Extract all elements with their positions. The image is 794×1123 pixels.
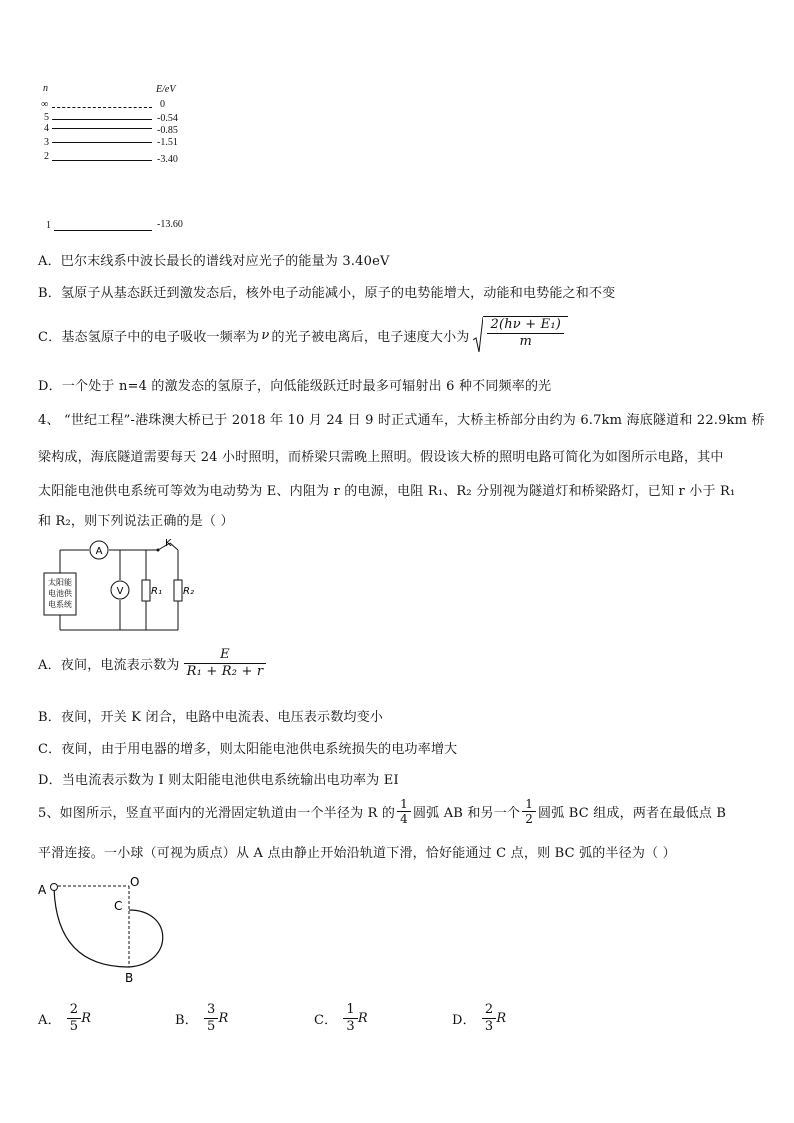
q4-option-a-denominator: R₁ + R₂ + r (186, 663, 264, 679)
q5-fraction-quarter-num: 1 (397, 797, 411, 812)
resistor-r2 (174, 580, 182, 601)
circuit-diagram (30, 535, 200, 635)
q5-fraction-half-den: 2 (525, 812, 534, 827)
level-e-2: -3.40 (157, 154, 178, 165)
q5-option-a-label: A． (38, 1012, 61, 1028)
q5-option-a-fraction (67, 1002, 81, 1034)
q3-option-d: D．一个处于 n=4 的激发态的氢原子，向低能级跃迁时最多可辐射出 6 种不同频率的光 (38, 379, 552, 394)
track-diagram (34, 872, 174, 987)
q4-option-b: B．夜间，开关 K 闭合，电路中电流表、电压表示数均变小 (38, 710, 384, 725)
label-c: C (114, 899, 123, 913)
q5-stem-line-2: 平滑连接。一小球（可视为质点）从 A 点由静止开始沿轨道下滑，恰好能通过 C 点，则 BC 弧的半径为（ ） (38, 846, 676, 861)
resistor-r1 (142, 580, 150, 601)
q5-fraction-half (522, 797, 536, 827)
level-e-1: -13.60 (157, 219, 183, 230)
level-n-1: 1 (46, 220, 51, 231)
q5-option-a-den: 5 (69, 1018, 79, 1034)
q5-option-d-label: D． (452, 1012, 476, 1028)
voltmeter-label: V (116, 586, 124, 597)
label-o: O (130, 875, 140, 889)
q3-option-c-mid: 的光子被电离后，电子速度大小为 (271, 329, 470, 345)
sqrt-numerator: 2(hν + E₁) (487, 317, 564, 334)
level-n-2: 2 (44, 151, 49, 162)
q5-option-c-var: R (357, 1010, 368, 1026)
q4-option-d: D．当电流表示数为 I 则太阳能电池供电系统输出电功率为 EI (38, 773, 399, 788)
ball-icon (51, 884, 58, 891)
q4-option-a-numerator: E (184, 647, 267, 664)
arc-bc (129, 910, 163, 967)
q4-option-a-prefix: A．夜间，电流表示数为 (38, 657, 180, 673)
q5-option-b-label: B． (175, 1012, 198, 1028)
level-line-4 (52, 128, 152, 129)
q5-stem-part-a: 5、如图所示，竖直平面内的光滑固定轨道由一个半径为 R 的 (38, 806, 396, 822)
q5-stem-part-c: 圆弧 BC 组成，两者在最低点 B (538, 806, 727, 822)
level-line-5 (52, 119, 152, 120)
level-e-4: -0.85 (157, 125, 178, 136)
q5-option-c (314, 1002, 368, 1034)
level-line-3 (52, 142, 152, 143)
sqrt-denominator: m (519, 333, 533, 349)
q3-option-b: B．氢原子从基态跃迁到激发态后，核外电子动能减小，原子的电势能增大，动能和电势能之和不变 (38, 286, 616, 301)
q5-option-c-num: 1 (343, 1002, 357, 1019)
switch-label: K (165, 538, 172, 549)
level-line-inf (52, 107, 152, 108)
q3-option-a: A．巴尔末线系中波长最长的谱线对应光子的能量为 3.40eV (38, 254, 390, 269)
q3-option-c-prefix: C．基态氢原子中的电子吸收一频率为 (38, 329, 260, 345)
sqrt-expression (473, 316, 568, 354)
box-text-1: 太阳能 (48, 578, 72, 587)
q4-stem-line-2: 梁构成，海底隧道需要每天 24 小时照明，而桥梁只需晚上照明。假设该大桥的照明电路可简化为如图所示电路，其中 (38, 450, 724, 465)
n-axis-label: n (43, 83, 48, 94)
q5-option-c-den: 3 (346, 1018, 355, 1034)
q5-stem-part-b: 圆弧 AB 和另一个 (412, 806, 521, 822)
q5-option-c-label: C． (314, 1012, 338, 1028)
q5-option-b-var: R (218, 1010, 229, 1026)
q5-option-b-num: 3 (204, 1002, 218, 1019)
q5-option-d-num: 2 (482, 1002, 496, 1019)
label-a: A (38, 883, 47, 897)
q5-option-a-num: 2 (67, 1002, 81, 1019)
energy-level-diagram (30, 80, 200, 240)
q5-option-a-var: R (81, 1010, 92, 1026)
level-n-5: 5 (44, 112, 49, 123)
q4-option-a (38, 647, 266, 679)
box-text-3: 电系统 (48, 600, 72, 609)
r1-label: R₁ (151, 586, 162, 597)
box-text-2: 电池供 (48, 589, 72, 598)
q5-option-d-fraction (482, 1002, 496, 1034)
ammeter-label: A (95, 546, 103, 557)
q4-option-c: C．夜间，由于用电器的增多，则太阳能电池供电系统损失的电功率增大 (38, 742, 458, 757)
q5-fraction-quarter (397, 797, 411, 827)
q5-option-c-fraction (343, 1002, 357, 1034)
q5-option-d (452, 1002, 506, 1034)
q5-option-d-den: 3 (484, 1018, 494, 1034)
nu-symbol: ν (261, 327, 270, 343)
level-e-3: -1.51 (157, 137, 178, 148)
sqrt-sign-icon (473, 316, 483, 354)
q4-stem-line-4: 和 R₂，则下列说法正确的是（ ） (38, 514, 234, 529)
level-n-inf: ∞ (41, 99, 49, 110)
level-line-1 (54, 230, 152, 231)
q5-fraction-half-num: 1 (522, 797, 536, 812)
level-line-2 (52, 160, 152, 161)
r2-label: R₂ (183, 586, 194, 597)
q5-stem-line-1 (38, 797, 726, 827)
q4-option-a-fraction (184, 647, 267, 679)
level-n-4: 4 (44, 123, 49, 134)
level-n-3: 3 (44, 137, 49, 148)
q5-option-b (175, 1002, 228, 1034)
q4-stem-line-3: 太阳能电池供电系统可等效为电动势为 E、内阻为 r 的电源，电阻 R₁、R₂ 分别视为隧道灯和桥梁路灯，已知 r 小于 R₁ (38, 484, 736, 499)
level-e-inf: 0 (160, 99, 165, 110)
q5-fraction-quarter-den: 4 (400, 812, 408, 827)
q5-option-d-var: R (496, 1010, 507, 1026)
q3-option-c (38, 316, 568, 354)
q4-stem-line-1: 4、 “世纪工程”-港珠澳大桥已于 2018 年 10 月 24 日 9 时正式通车，大桥主桥部分由约为 6.7km 海底隧道和 22.9km 桥 (38, 413, 765, 428)
q5-option-b-fraction (204, 1002, 218, 1034)
sqrt-fraction (483, 316, 568, 354)
q5-option-b-den: 5 (206, 1018, 216, 1034)
label-b: B (125, 971, 134, 985)
level-e-5: -0.54 (157, 113, 178, 124)
energy-axis-label: E/eV (156, 84, 176, 95)
q5-option-a (38, 1002, 91, 1034)
